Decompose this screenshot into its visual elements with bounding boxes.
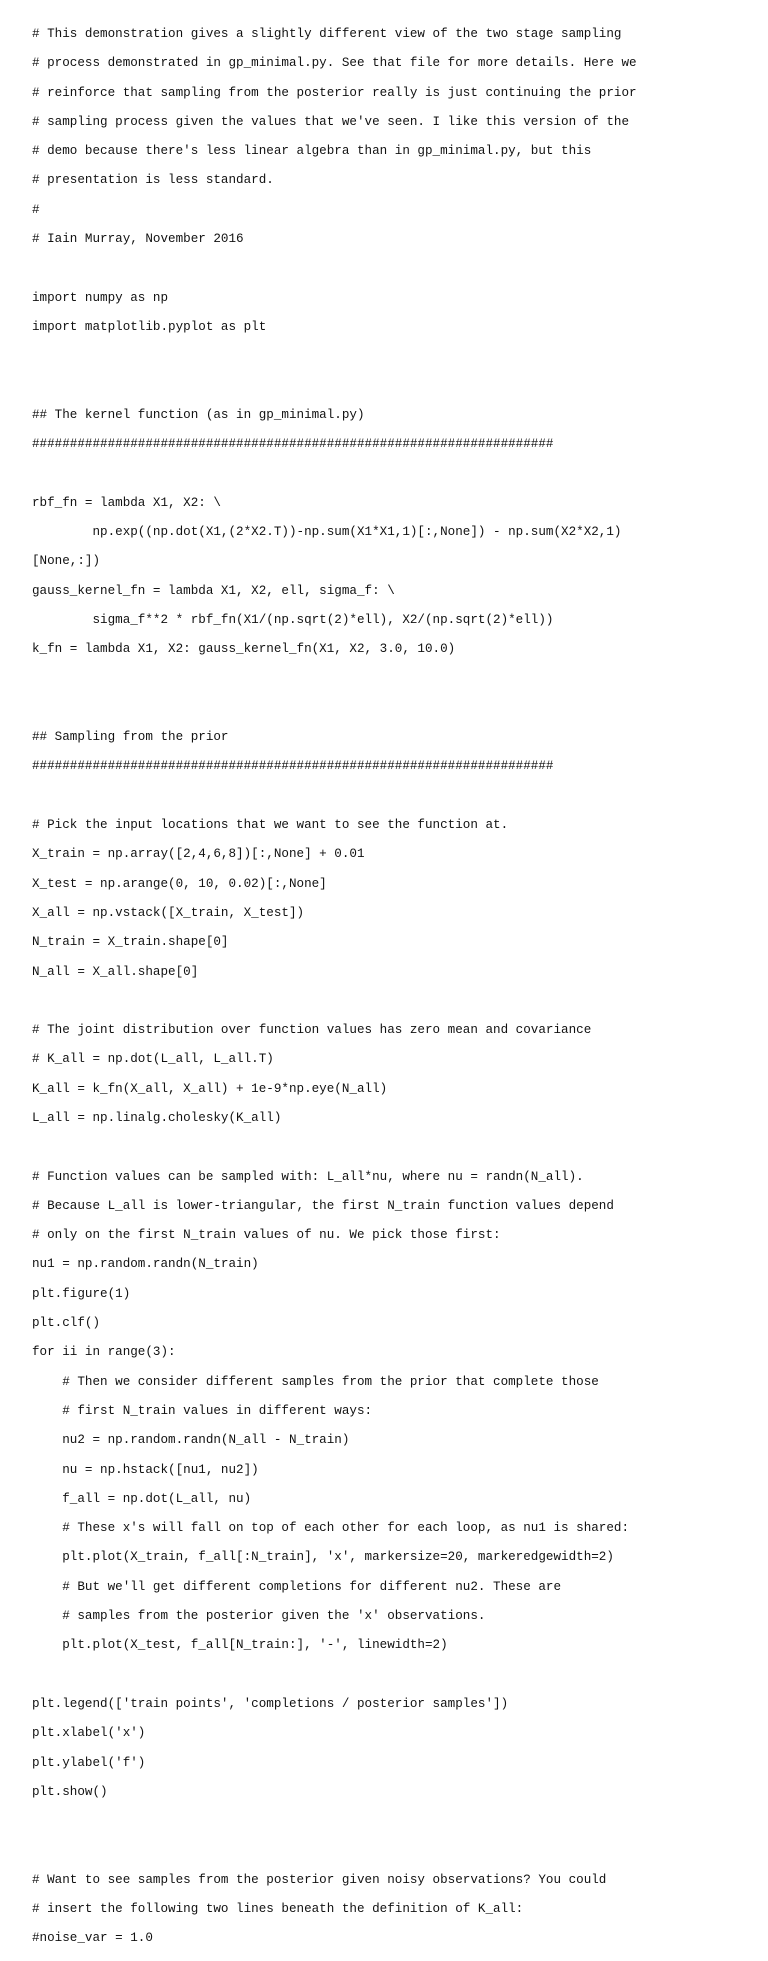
code-line: ## The kernel function (as in gp_minimal.py) (32, 407, 365, 422)
code-line (32, 672, 637, 687)
code-line: N_train = X_train.shape[0] (32, 935, 229, 950)
code-line (32, 994, 637, 1009)
code-line: N_all = X_all.shape[0] (32, 964, 199, 979)
code-line (32, 789, 637, 804)
code-line: # first N_train values in different ways: (32, 1403, 373, 1418)
code-line: # Iain Murray, November 2016 (32, 232, 244, 247)
code-line: gauss_kernel_fn = lambda X1, X2, ell, sigma_f: \ (32, 583, 395, 598)
code-line: for ii in range(3): (32, 1345, 176, 1360)
code-line: plt.xlabel('x') (32, 1726, 146, 1741)
code-line: import matplotlib.pyplot as plt (32, 319, 267, 334)
code-line: # reinforce that sampling from the posterior really is just continuing the prior (32, 85, 637, 100)
code-listing (32, 27, 637, 1961)
code-line: # presentation is less standard. (32, 173, 274, 188)
code-line: # This demonstration gives a slightly different view of the two stage sampling (32, 27, 622, 41)
code-line: plt.show() (32, 1784, 108, 1799)
code-line: rbf_fn = lambda X1, X2: \ (32, 495, 221, 510)
code-line: plt.plot(X_test, f_all[N_train:], '-', linewidth=2) (32, 1638, 448, 1653)
code-line (32, 261, 637, 276)
code-line (32, 1668, 637, 1683)
code-line: # But we'll get different completions for different nu2. These are (32, 1579, 562, 1594)
code-line (32, 466, 637, 481)
code-line (32, 379, 637, 394)
code-line: f_all = np.dot(L_all, nu) (32, 1491, 252, 1506)
code-line: K_all = k_fn(X_all, X_all) + 1e-9*np.eye(N_all) (32, 1081, 388, 1096)
code-line: X_all = np.vstack([X_train, X_test]) (32, 905, 305, 920)
code-line: X_test = np.arange(0, 10, 0.02)[:,None] (32, 876, 327, 891)
code-line: # These x's will fall on top of each other for each loop, as nu1 is shared: (32, 1521, 630, 1536)
code-line: nu = np.hstack([nu1, nu2]) (32, 1462, 259, 1477)
code-line: # The joint distribution over function values has zero mean and covariance (32, 1023, 592, 1038)
code-line: plt.ylabel('f') (32, 1755, 146, 1770)
code-line: ## Sampling from the prior (32, 730, 229, 745)
code-line: ##################################################################### (32, 437, 554, 452)
code-line: np.exp((np.dot(X1,(2*X2.T))-np.sum(X1*X1,1)[:,None]) - np.sum(X2*X2,1) (32, 525, 622, 540)
code-line: plt.plot(X_train, f_all[:N_train], 'x', markersize=20, markeredgewidth=2) (32, 1550, 614, 1565)
code-line: plt.figure(1) (32, 1286, 131, 1301)
code-line: # K_all = np.dot(L_all, L_all.T) (32, 1052, 274, 1067)
code-line: # samples from the posterior given the 'x' observations. (32, 1609, 486, 1624)
code-line: L_all = np.linalg.cholesky(K_all) (32, 1110, 282, 1125)
code-line: # Function values can be sampled with: L_all*nu, where nu = randn(N_all). (32, 1169, 584, 1184)
code-line: # demo because there's less linear algebra than in gp_minimal.py, but this (32, 144, 592, 159)
code-line: # sampling process given the values that we've seen. I like this version of the (32, 114, 630, 129)
code-line (32, 349, 637, 364)
code-line: # Want to see samples from the posterior given noisy observations? You could (32, 1872, 607, 1887)
code-line: nu2 = np.random.randn(N_all - N_train) (32, 1433, 350, 1448)
code-line: plt.clf() (32, 1316, 101, 1331)
code-line: sigma_f**2 * rbf_fn(X1/(np.sqrt(2)*ell), X2/(np.sqrt(2)*ell)) (32, 612, 554, 627)
code-line: # Because L_all is lower-triangular, the first N_train function values depend (32, 1198, 614, 1213)
code-line (32, 1843, 637, 1858)
code-line: # only on the first N_train values of nu. We pick those first: (32, 1228, 501, 1243)
code-line: # insert the following two lines beneath the definition of K_all: (32, 1902, 524, 1916)
code-line: import numpy as np (32, 290, 169, 305)
code-line: #noise_var = 1.0 (32, 1931, 153, 1946)
code-line: nu1 = np.random.randn(N_train) (32, 1257, 259, 1272)
code-line: plt.legend(['train points', 'completions / posterior samples']) (32, 1696, 509, 1711)
code-line: # (32, 202, 40, 217)
code-line: # Then we consider different samples from the prior that complete those (32, 1374, 599, 1389)
code-line: # process demonstrated in gp_minimal.py. See that file for more details. Here we (32, 56, 637, 71)
code-line: k_fn = lambda X1, X2: gauss_kernel_fn(X1, X2, 3.0, 10.0) (32, 642, 456, 657)
code-line: # Pick the input locations that we want to see the function at. (32, 818, 509, 833)
code-line (32, 1814, 637, 1829)
code-line (32, 1140, 637, 1155)
code-line: ##################################################################### (32, 759, 554, 774)
code-line: [None,:]) (32, 554, 101, 569)
code-line: X_train = np.array([2,4,6,8])[:,None] + 0.01 (32, 847, 365, 862)
code-line (32, 701, 637, 716)
